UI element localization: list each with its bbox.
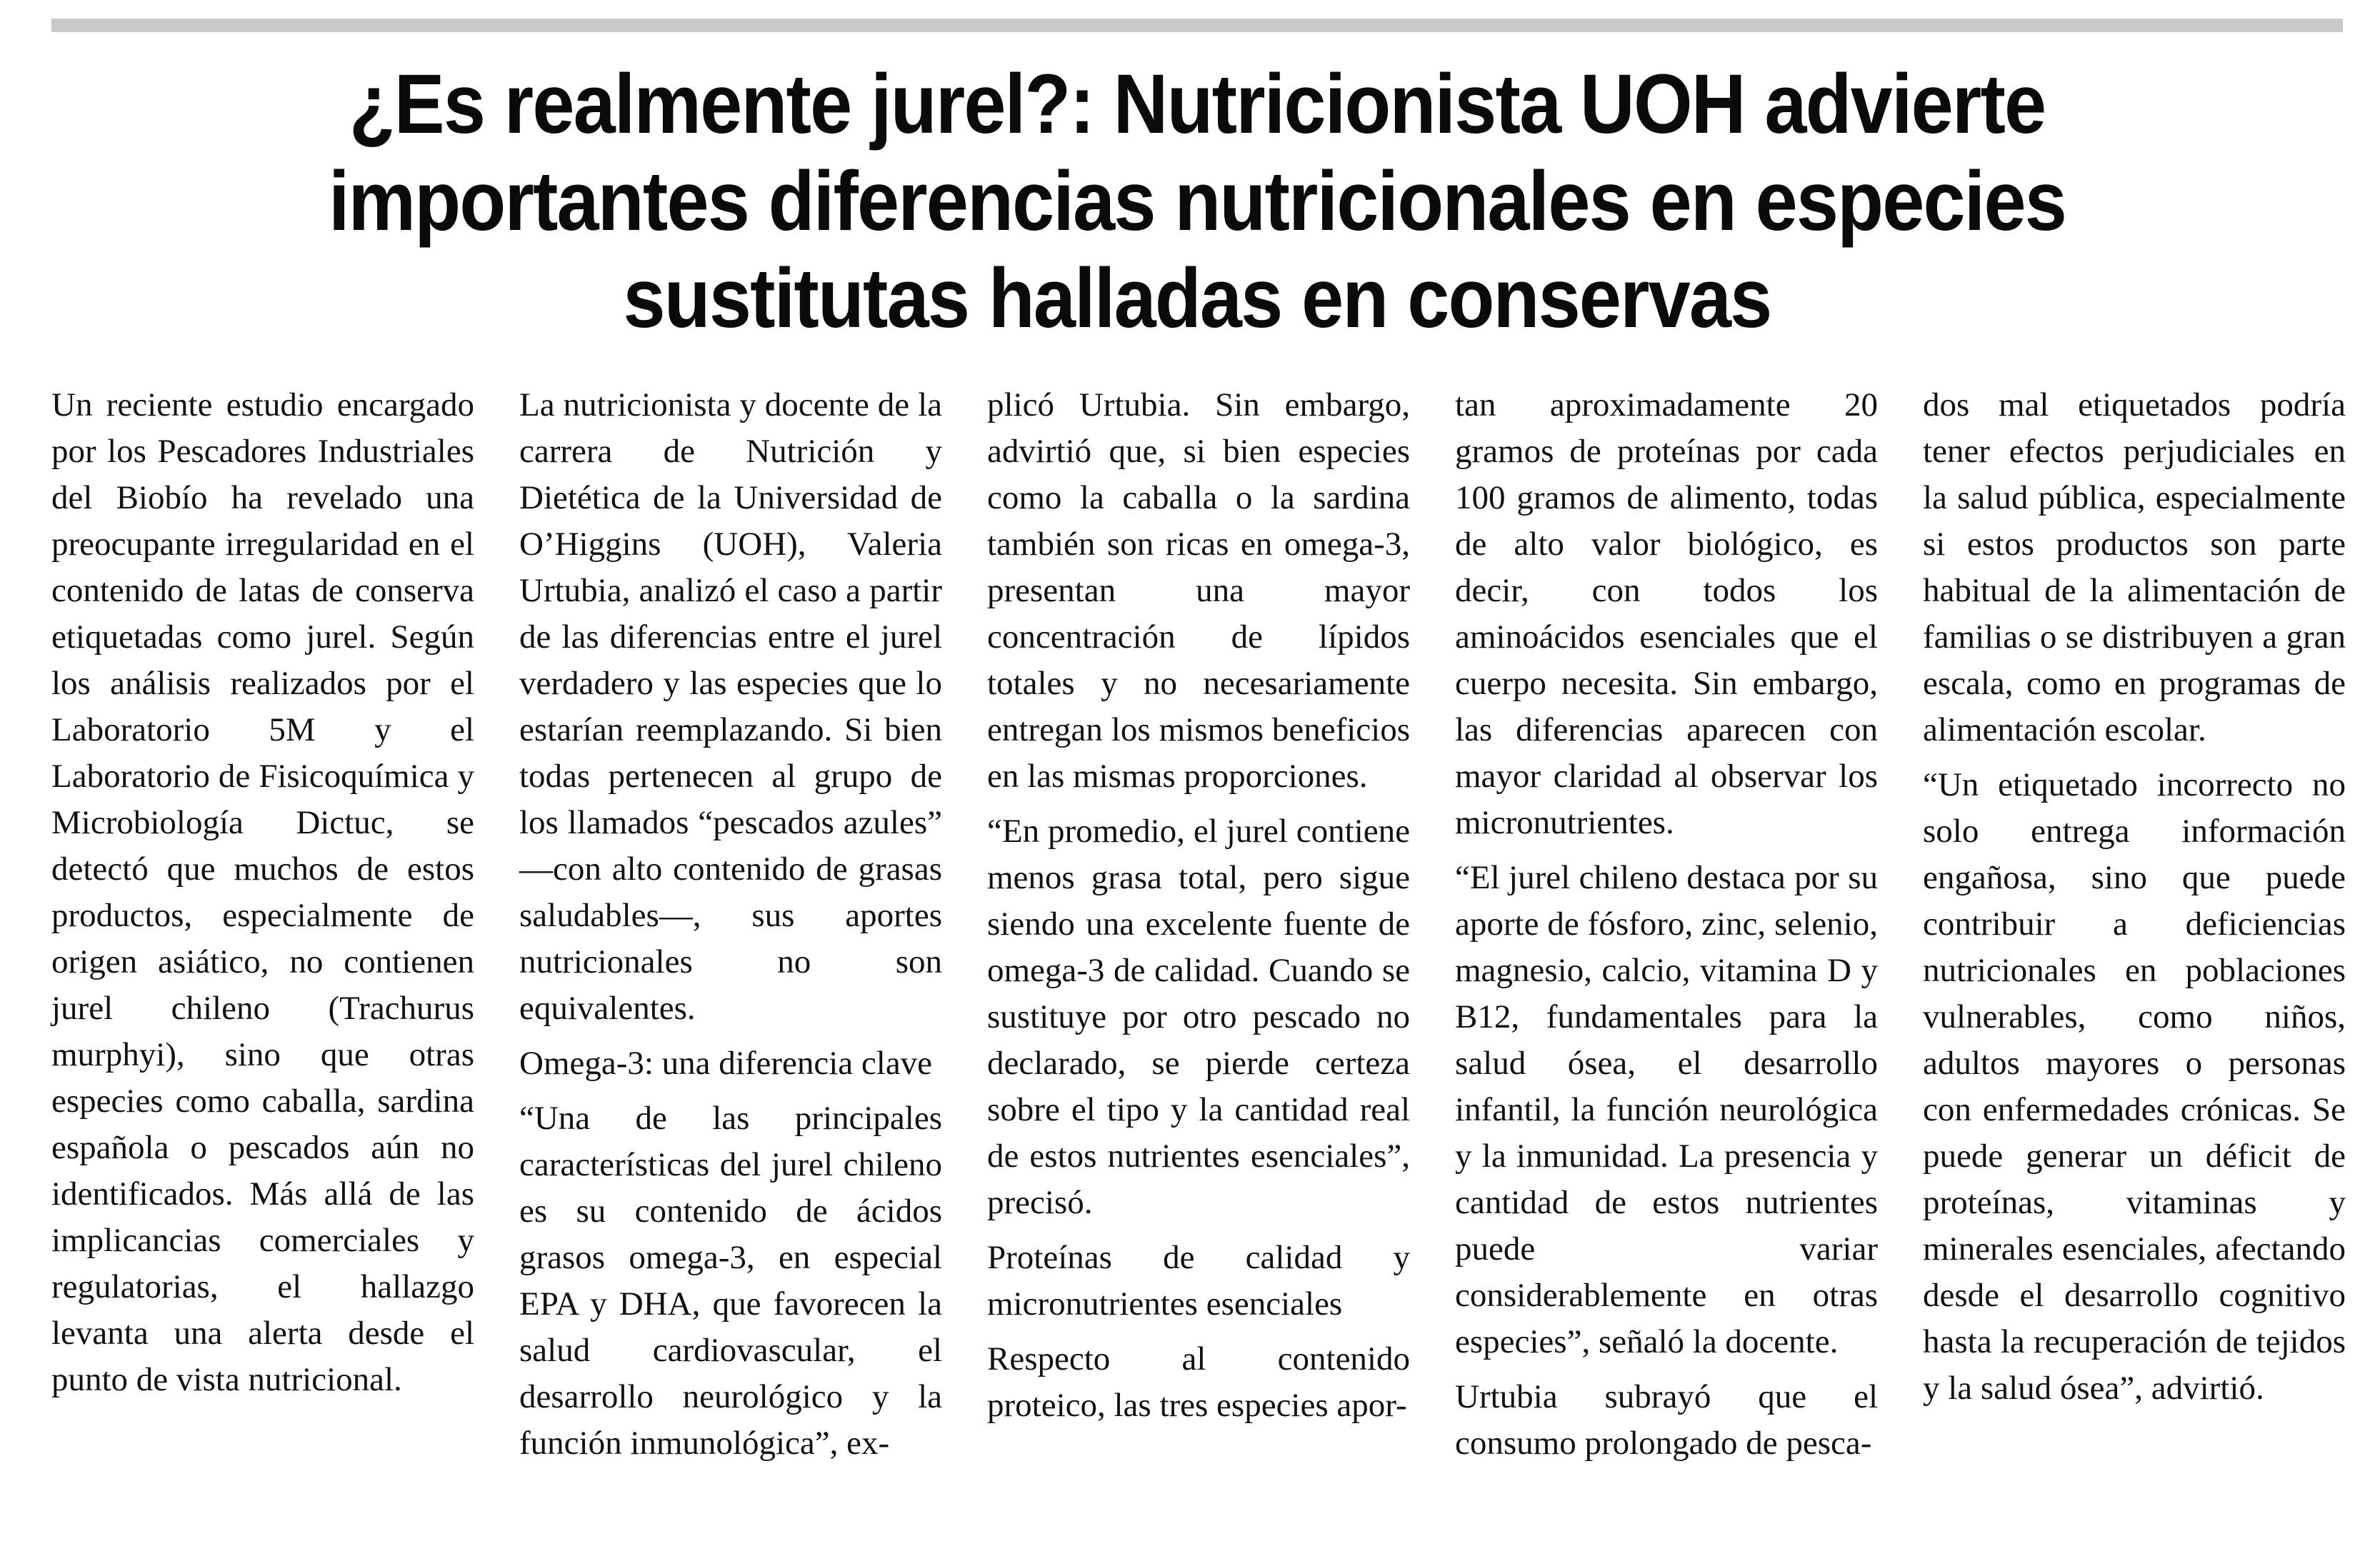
article-body <box>51 382 2346 1539</box>
paragraph: “Una de las principales características del jurel chileno es su contenido de ácidos grasos omega-3, en especial EPA y DHA, que favorecen la salud cardiovascular, el desarrollo neurológico y la función inmunológica”, ex- <box>519 1100 942 1462</box>
column-1 <box>51 382 474 1403</box>
column-2 <box>519 382 942 1467</box>
subheading-proteinas: Proteínas de calidad y micronutrientes esenciales <box>987 1239 1410 1322</box>
headline-line-2: importantes diferencias nutricionales en especies <box>328 154 2066 249</box>
column-5 <box>1923 382 2346 1412</box>
column-3 <box>987 382 1410 1429</box>
paragraph: Urtubia subrayó que el consumo prolongado de pesca- <box>1455 1378 1878 1462</box>
top-rule <box>51 19 2343 32</box>
subheading-omega-3: Omega-3: una diferencia clave <box>519 1045 933 1082</box>
paragraph: plicó Urtubia. Sin embargo, advirtió que, si bien especies como la caballa o la sardina también son ricas en omega-3, presentan una mayor concentración de lípidos totales y no necesariamente entregan los mismos beneficios en las mismas proporciones. <box>987 386 1410 795</box>
paragraph: Respecto al contenido proteico, las tres especies apor- <box>987 1340 1410 1424</box>
paragraph: tan aproximadamente 20 gramos de proteínas por cada 100 gramos de alimento, todas de alto valor biológico, es decir, con todos los aminoácidos esenciales que el cuerpo necesita. Sin embargo, las diferencias aparecen con mayor claridad al observar los micronutrientes. <box>1455 386 1878 841</box>
paragraph: “El jurel chileno destaca por su aporte de fósforo, zinc, selenio, magnesio, calcio, vitamina D y B12, fundamentales para la salud ósea, el desarrollo infantil, la función neurológica y la inmunidad. La presencia y cantidad de estos nutrientes puede variar considerablemente en otras especies”, señaló la docente. <box>1455 859 1878 1360</box>
paragraph: La nutricionista y docente de la carrera de Nutrición y Dietética de la Universidad de O’Higgins (UOH), Valeria Urtubia, analizó el caso a partir de las diferencias entre el jurel verdadero y las especies que lo estarían reemplazando. Si bien todas pertenecen al grupo de los llamados “pescados azules” —con alto contenido de grasas saludables—, sus aportes nutricionales no son equivalentes. <box>519 386 942 1027</box>
column-4 <box>1455 382 1878 1467</box>
paragraph: dos mal etiquetados podría tener efectos perjudiciales en la salud pública, especialmente si estos productos son parte habitual de la alimentación de familias o se distribuyen a gran escala, como en programas de alimentación escolar. <box>1923 386 2346 748</box>
paragraph: Un reciente estudio encargado por los Pescadores Industriales del Biobío ha revelado una preocupante irregularidad en el contenido de latas de conserva etiquetadas como jurel. Según los análisis realizados por el Laboratorio 5M y el Laboratorio de Fisicoquímica y Microbiología Dictuc, se detectó que muchos de estos productos, especialmente de origen asiático, no contienen jurel chileno (Trachurus murphyi), sino que otras especies como caballa, sardina española o pescados aún no identificados. Más allá de las implicancias comerciales y regulatorias, el hallazgo levanta una alerta desde el punto de vista nutricional. <box>51 386 474 1398</box>
paragraph: “En promedio, el jurel contiene menos grasa total, pero sigue siendo una excelente fuente de omega-3 de calidad. Cuando se sustituye por otro pescado no declarado, se pierde certeza sobre el tipo y la cantidad real de estos nutrientes esenciales”, precisó. <box>987 813 1410 1221</box>
headline-line-1: ¿Es realmente jurel?: Nutricionista UOH advierte <box>349 57 2046 151</box>
paragraph: “Un etiquetado incorrecto no solo entrega información engañosa, sino que puede contribuir a deficiencias nutricionales en poblaciones vulnerables, como niños, adultos mayores o personas con enfermedades crónicas. Se puede generar un déficit de proteínas, vitaminas y minerales esenciales, afectando desde el desarrollo cognitivo hasta la recuperación de tejidos y la salud ósea”, advirtió. <box>1923 766 2346 1407</box>
headline <box>166 56 2228 347</box>
headline-line-3: sustitutas halladas en conservas <box>623 251 1771 346</box>
